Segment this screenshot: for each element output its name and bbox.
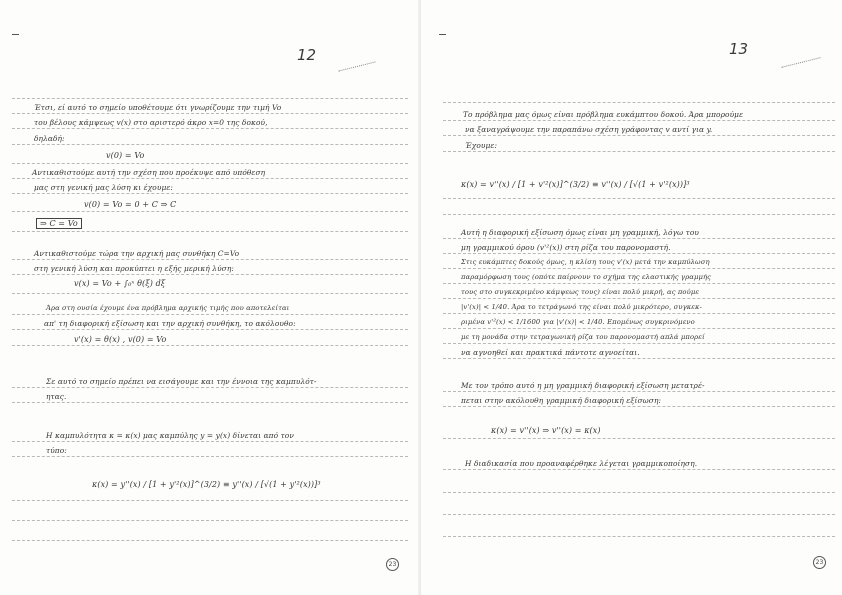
text-line: με τη μονάδα στην τετραγωνική ρίζα του παρονομαστή απλά μπορεί xyxy=(461,333,705,341)
text-line: στη γενική λύση και προκύπτει η εξής μερική λύση: xyxy=(34,264,234,273)
text-line: Έτσι, εί αυτό το σημείο υποθέτουμε ότι γνωρίζουμε την τιμή Vo xyxy=(34,103,282,112)
text-line: δηλαδή: xyxy=(34,134,65,143)
text-line: Στις ευκάμπτες δοκούς όμως, η κλίση τους v'(x) μετά την καμπύλωση xyxy=(461,258,710,266)
text-line: να ξαναγράψουμε την παραπάνω σχέση γράφοντας v αντί για y. xyxy=(465,125,713,134)
margin-mark xyxy=(439,34,446,35)
text-line: Έχουμε: xyxy=(465,141,498,150)
corner-scribble xyxy=(781,57,820,68)
equation: κ(x) = v''(x) / [1 + v'²(x)]^(3/2) ≡ v''(x) / [√(1 + v'²(x))]³ xyxy=(461,180,690,189)
text-line: μας στη γενική μας λύση κι έχουμε: xyxy=(34,183,174,192)
equation: v'(x) = θ(x) , v(0) = Vo xyxy=(74,335,167,344)
page-number: 12 xyxy=(297,46,317,64)
text-line: ριμένα v'²(x) < 1/1600 για |v'(x)| < 1/40. Επομένως συγκρινόμενο xyxy=(461,318,695,326)
text-line: Η διαδικασία που προαναφέρθηκε λέγεται γραμμικοποίηση. xyxy=(465,459,698,468)
text-line: Με τον τρόπο αυτό η μη γραμμική διαφορική εξίσωση μετατρέ- xyxy=(461,381,705,390)
page-number: 13 xyxy=(729,40,749,58)
right-page xyxy=(421,0,842,595)
text-line: τους στο συγκεκριμένο κάμψεως τους) είναι πολύ μικρή, ας πούμε xyxy=(461,288,700,296)
text-line: Σε αυτό το σημείο πρέπει να εισάγουμε και την έννοια της καμπυλότ- xyxy=(46,377,317,386)
text-line: του βέλους κάμψεως v(x) στο αριστερό άκρο x=0 της δοκού, xyxy=(34,118,268,127)
text-line: ητας. xyxy=(46,392,67,401)
text-line: πεται στην ακόλουθη γραμμική διαφορική εξίσωση: xyxy=(461,396,662,405)
text-line: να αγνοηθεί και πρακτικά πάντοτε αγνοείται. xyxy=(461,348,640,357)
text-line: Η καμπυλότητα κ = κ(x) μας καμπύλης y = y(x) δίνεται από τον xyxy=(46,431,294,440)
equation: v(0) = Vo = 0 + C ⇒ C xyxy=(84,200,177,209)
text-line: |v'(x)| < 1/40. Άρα το τετράγωνό της είναι πολύ μικρότερο, συγκεκ- xyxy=(461,303,702,311)
boxed-equation: ⇒ C = Vo xyxy=(36,218,82,229)
margin-mark xyxy=(12,34,19,35)
text-line: Αυτή η διαφορική εξίσωση όμως είναι μη γραμμική, λόγω του xyxy=(461,228,699,237)
equation: κ(x) = v''(x) ⇒ v''(x) = κ(x) xyxy=(491,426,601,435)
text-line: Το πρόβλημα μας όμως είναι πρόβλημα ευκάμπτου δοκού. Άρα μπορούμε xyxy=(463,110,744,119)
corner-number: 23 xyxy=(813,556,826,569)
text-line: παραμόρφωση τους (οπότε παίρνουν το σχήμα της ελαστικής γραμμής xyxy=(461,273,712,281)
equation: v(x) = Vo + ∫₀ˣ θ(ξ) dξ xyxy=(74,279,166,288)
text-line: Άρα στη ουσία έχουμε ένα πρόβλημα αρχικής τιμής που αποτελείται xyxy=(46,304,290,312)
equation: v(0) = Vo xyxy=(106,151,145,160)
corner-scribble xyxy=(338,61,375,71)
text-line: απ' τη διαφορική εξίσωση και την αρχική συνθήκη, το ακόλουθο: xyxy=(44,319,296,328)
text-line: Αντικαθιστούμε αυτή την σχέση που προέκυψε από υπόθεση xyxy=(32,168,266,177)
equation: κ(x) = y''(x) / [1 + y'²(x)]^(3/2) ≡ y''(x) / [√(1 + y'²(x))]³ xyxy=(92,480,321,489)
corner-number: 23 xyxy=(386,558,399,571)
text-line: μη γραμμικού όρου (v'²(x)) στη ρίζα του παρονομαστή. xyxy=(461,243,671,252)
text-line: τύπο: xyxy=(46,446,67,455)
text-line: Αντικαθιστούμε τώρα την αρχική μας συνθήκη C=Vo xyxy=(34,249,240,258)
